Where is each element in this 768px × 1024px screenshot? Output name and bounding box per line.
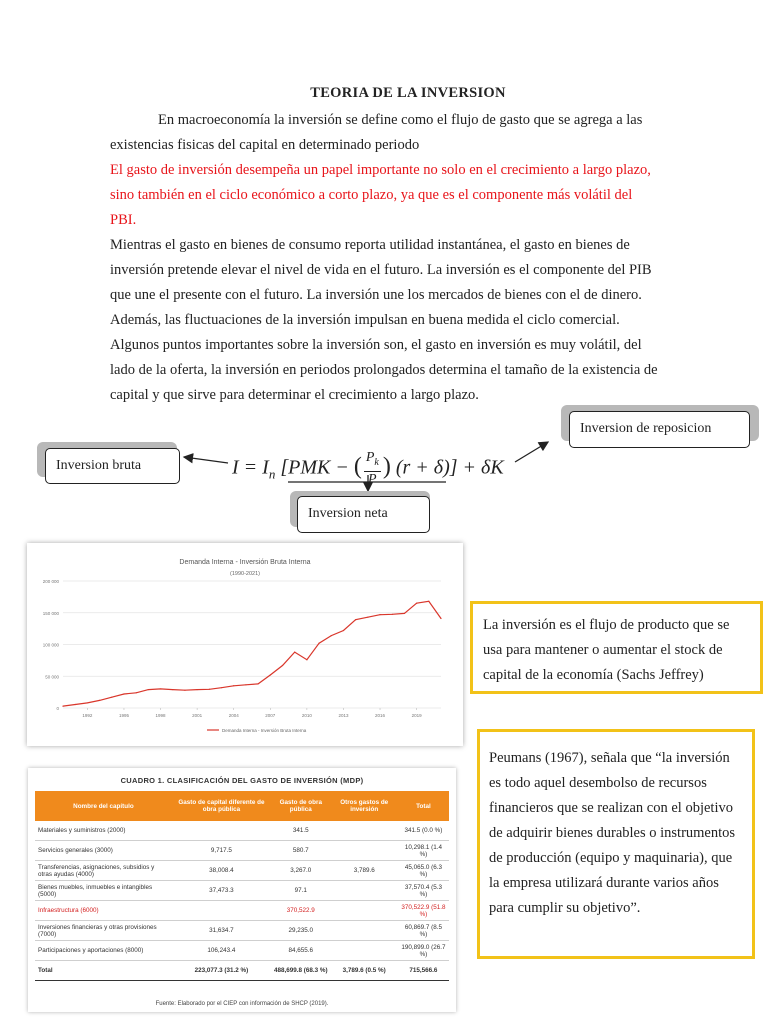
table-cell: 84,655.6 bbox=[271, 941, 331, 961]
table-cell: 341.5 (0.0 %) bbox=[398, 821, 449, 841]
table-cell bbox=[331, 941, 398, 961]
table-cell: 370,522.9 bbox=[271, 901, 331, 921]
investment-equation: $I = I_n$ [PMK − ( $\frac{P_k}{P}$ ) (r + δ)] + δK bbox=[232, 450, 504, 487]
x-tick-label: 2019 bbox=[411, 713, 422, 718]
inversion-bruta-box: Inversion bruta bbox=[45, 448, 180, 484]
table-cell: 223,077.3 (31.2 %) bbox=[172, 961, 271, 981]
peumans-quote-box bbox=[477, 729, 755, 959]
y-tick-label: 150 000 bbox=[42, 610, 59, 616]
table-cell: Servicios generales (3000) bbox=[35, 841, 172, 861]
data-point bbox=[294, 652, 295, 653]
x-tick-label: 1998 bbox=[155, 713, 166, 718]
table-row bbox=[35, 861, 449, 881]
peumans-quote: Peumans (1967), señala que “la inversión es todo aquel desembolso de recursos financieros que se realizan con el objetivo de adquirir bienes durables o instrumentos de producción (equipo y maquinaria), que la empresa utilizará durante varios años para cumplir su objetivo”. bbox=[489, 750, 736, 916]
highlighted-paragraph: El gasto de inversión desempeña un papel importante no solo en el crecimiento a largo plazo, sino también en el ciclo económico a corto plazo, ya que es el componente más volátil del PBI. bbox=[110, 162, 651, 228]
table-cell: Transferencias, asignaciones, subsidios y otras ayudas (4000) bbox=[35, 861, 172, 881]
table-row bbox=[35, 921, 449, 941]
data-point bbox=[379, 614, 380, 615]
chart-svg bbox=[27, 543, 463, 746]
table-cell: Total bbox=[35, 961, 172, 981]
x-tick-label: 1995 bbox=[118, 713, 129, 718]
table-cell: Bienes muebles, inmuebles e intangibles (5000) bbox=[35, 881, 172, 901]
data-point bbox=[111, 697, 112, 698]
equation-right: (r + δ)] + δK bbox=[395, 456, 504, 479]
data-point bbox=[209, 689, 210, 690]
x-tick-label: 2016 bbox=[375, 713, 386, 718]
table-cell: 45,065.0 (6.3 %) bbox=[398, 861, 449, 881]
x-tick-label: 2001 bbox=[192, 713, 203, 718]
column-header: Gasto de capital diferente de obra pública bbox=[172, 791, 271, 821]
equation-bracket: [PMK − bbox=[280, 456, 349, 479]
table-cell: 37,570.4 (5.3 %) bbox=[398, 881, 449, 901]
data-point bbox=[282, 665, 283, 666]
table-cell bbox=[172, 901, 271, 921]
table-cell bbox=[331, 921, 398, 941]
y-tick-label: 100 000 bbox=[42, 642, 59, 648]
table-row bbox=[35, 881, 449, 901]
table-cell: 715,566.6 bbox=[398, 961, 449, 981]
arrow-to-bruta bbox=[184, 457, 228, 463]
data-point bbox=[245, 684, 246, 685]
data-point bbox=[62, 705, 63, 706]
data-point bbox=[87, 702, 88, 703]
table-cell: 97.1 bbox=[271, 881, 331, 901]
data-point bbox=[270, 674, 271, 675]
sachs-quote: La inversión es el flujo de producto que se usa para mantener o aumentar el stock de capital de la economía (Sachs Jeffrey) bbox=[483, 617, 730, 683]
table-header-row bbox=[35, 791, 449, 821]
table-cell: Materiales y suministros (2000) bbox=[35, 821, 172, 841]
table-cell: 580.7 bbox=[271, 841, 331, 861]
data-point bbox=[148, 689, 149, 690]
column-header: Nombre del capítulo bbox=[35, 791, 172, 821]
table-cell: 3,267.0 bbox=[271, 861, 331, 881]
column-header: Total bbox=[398, 791, 449, 821]
arrow-to-reposicion bbox=[515, 442, 548, 462]
page-title: TEORIA DE LA INVERSION bbox=[310, 85, 506, 101]
table-cell: Infraestructura (6000) bbox=[35, 901, 172, 921]
table-title: CUADRO 1. CLASIFICACIÓN DEL GASTO DE INVERSIÓN (MDP) bbox=[120, 776, 364, 785]
table-cell: Participaciones y aportaciones (8000) bbox=[35, 941, 172, 961]
table-cell: 29,235.0 bbox=[271, 921, 331, 941]
data-point bbox=[197, 689, 198, 690]
table-source: Fuente: Elaborado por el CIEP con información de SHCP (2019). bbox=[155, 1001, 329, 1007]
table-cell: 488,699.8 (68.3 %) bbox=[271, 961, 331, 981]
investment-table bbox=[35, 791, 449, 981]
table-cell: Inversiones financieras y otras provisiones (7000) bbox=[35, 921, 172, 941]
intro-paragraph: En macroeconomía la inversión se define como el flujo de gasto que se agrega a las existencias fisicas del capital en determinado periodo bbox=[110, 112, 643, 153]
table-cell: 60,869.7 (8.5 %) bbox=[398, 921, 449, 941]
column-header: Otros gastos de inversión bbox=[331, 791, 398, 821]
investment-chart bbox=[27, 543, 463, 746]
data-point bbox=[136, 692, 137, 693]
data-point bbox=[172, 689, 173, 690]
table-cell bbox=[172, 821, 271, 841]
data-point bbox=[416, 603, 417, 604]
inversion-neta-box: Inversion neta bbox=[297, 496, 430, 533]
sachs-quote-box bbox=[470, 601, 763, 694]
series-line bbox=[63, 601, 441, 706]
data-point bbox=[306, 659, 307, 660]
data-point bbox=[318, 643, 319, 644]
table-cell: 341.5 bbox=[271, 821, 331, 841]
table-total-row bbox=[35, 961, 449, 981]
table-cell: 9,717.5 bbox=[172, 841, 271, 861]
chart-title: Demanda Interna - Inversión Bruta Interna bbox=[179, 559, 311, 566]
data-point bbox=[221, 687, 222, 688]
data-point bbox=[343, 630, 344, 631]
table-cell: 3,789.6 (0.5 %) bbox=[331, 961, 398, 981]
table-row bbox=[35, 821, 449, 841]
data-point bbox=[331, 635, 332, 636]
data-point bbox=[428, 601, 429, 602]
inversion-reposicion-box: Inversion de reposicion bbox=[569, 411, 750, 448]
chart-subtitle: (1990-2021) bbox=[230, 571, 260, 577]
table-cell bbox=[331, 901, 398, 921]
table-row bbox=[35, 901, 449, 921]
data-point bbox=[233, 685, 234, 686]
x-tick-label: 1992 bbox=[82, 713, 93, 718]
table-row bbox=[35, 841, 449, 861]
table-cell: 370,522.9 (51.8 %) bbox=[398, 901, 449, 921]
x-tick-label: 2013 bbox=[338, 713, 349, 718]
x-tick-label: 2004 bbox=[228, 713, 239, 718]
table-row bbox=[35, 941, 449, 961]
y-tick-label: 200 000 bbox=[42, 579, 59, 584]
x-tick-label: 2010 bbox=[301, 713, 312, 718]
table-cell: 37,473.3 bbox=[172, 881, 271, 901]
data-point bbox=[257, 683, 258, 684]
data-point bbox=[75, 704, 76, 705]
data-point bbox=[99, 700, 100, 701]
x-tick-label: 2007 bbox=[265, 713, 276, 718]
data-point bbox=[367, 617, 368, 618]
equation-left: I = I bbox=[232, 456, 269, 479]
table-cell: 10,298.1 (1.4 %) bbox=[398, 841, 449, 861]
investment-table-card bbox=[28, 768, 456, 1012]
table-cell: 38,008.4 bbox=[172, 861, 271, 881]
body-paragraph: Mientras el gasto en bienes de consumo reporta utilidad instantánea, el gasto en bienes de inversión pretende elevar el nivel de vida en el futuro. La inversión es el componente del PIB que une el presente con el futuro. La inversión une los mercados de bienes con el de dinero. Además, las fluctuaciones de la inversión impulsan en buena medida el ciclo comercial. Algunos puntos importantes sobre la inversión son, el gasto en inversión es muy volátil, del lado de la oferta, la inversión en periodos prolongados determina el tamaño de la existencia de capital y que sirve para determinar el crecimiento a largo plazo. bbox=[110, 237, 658, 403]
table-cell: 106,243.4 bbox=[172, 941, 271, 961]
data-point bbox=[392, 614, 393, 615]
table-cell: 3,789.6 bbox=[331, 861, 398, 881]
column-header: Gasto de obra pública bbox=[271, 791, 331, 821]
legend-label: Demanda Interna - Inversión Bruta Interna bbox=[222, 728, 307, 733]
data-point bbox=[184, 690, 185, 691]
y-tick-label: 0 bbox=[56, 706, 59, 711]
y-tick-label: 50 000 bbox=[45, 674, 59, 680]
data-point bbox=[123, 693, 124, 694]
data-point bbox=[440, 618, 441, 619]
table-cell bbox=[331, 821, 398, 841]
data-point bbox=[355, 619, 356, 620]
table-cell: 31,634.7 bbox=[172, 921, 271, 941]
equation-subscript: n bbox=[268, 466, 276, 482]
equation-fraction: $\frac{P_k}{P}$ bbox=[365, 450, 379, 487]
data-point bbox=[404, 613, 405, 614]
table-cell bbox=[331, 881, 398, 901]
table-cell bbox=[331, 841, 398, 861]
data-point bbox=[160, 688, 161, 689]
table-cell: 190,899.0 (26.7 %) bbox=[398, 941, 449, 961]
